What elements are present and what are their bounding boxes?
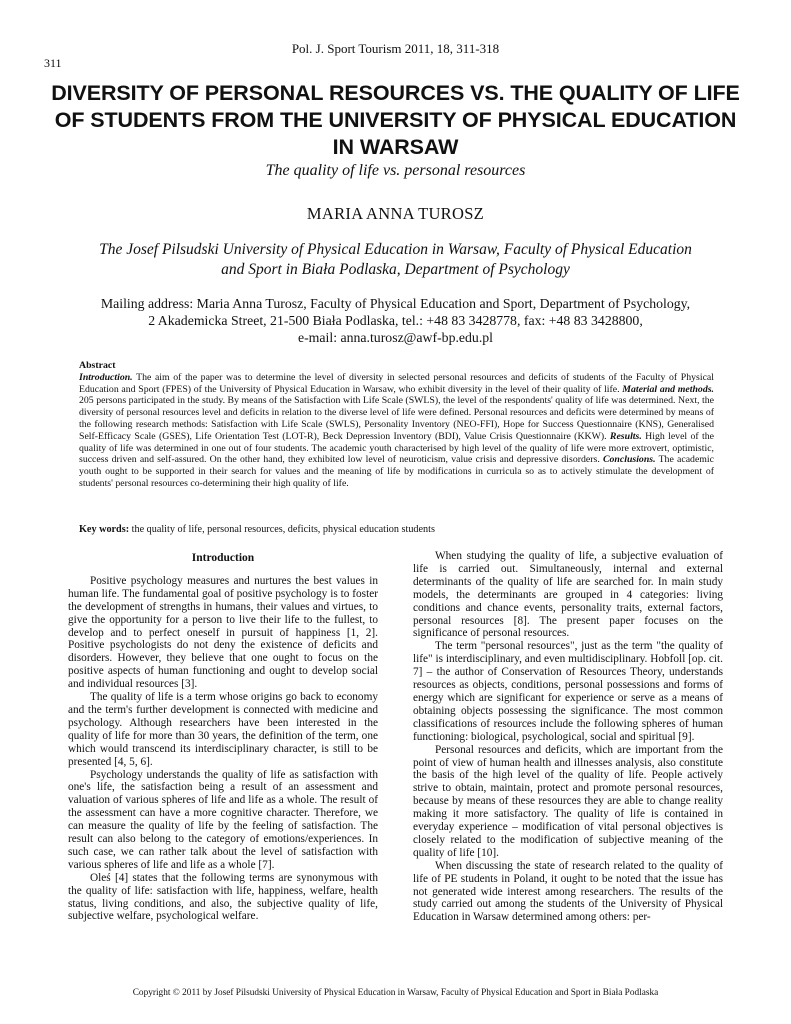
body-paragraph: The quality of life is a term whose origins go back to economy and the term's further development is connected with medicine and psychology. Although researchers have been interested in the quality of life for more than 30 years, the definition of the term, one which would transcend its interdisciplinary character, is still to be presented [4, 5, 6]. — [68, 691, 378, 768]
abstract-methods-label: Material and methods. — [622, 383, 714, 395]
paper-title-line: OF STUDENTS FROM THE UNIVERSITY OF PHYSICAL EDUCATION — [54, 108, 737, 132]
email-line: e-mail: anna.turosz@awf-bp.edu.pl — [297, 330, 494, 345]
body-paragraph: When studying the quality of life, a subjective evaluation of life is carried out. Simultaneously, internal and external determinants of the quality of life are searched for. In main study models, the determinants are grouped in 4 categories: living conditions and chance events, personality traits, external factors, personal resources [8]. The present paper focuses on the significance of personal resources. — [413, 550, 723, 640]
abstract-results-text: High level of the quality of life was determined in one out of four students. The academic youth characterised by high level of the quality of life were more extrovert, optimistic, success driven and self-assured. On the other hand, they exhibited low level of neuroticism, value crisis and depressive disorders. — [79, 430, 714, 466]
abstract-intro-label: Introduction. — [79, 371, 133, 383]
affiliation — [60, 240, 731, 280]
title-block — [40, 80, 751, 180]
keywords-label: Key words: — [79, 524, 130, 535]
mailing-address-line: 2 Akademicka Street, 21-500 Biała Podlaska, tel.: +48 83 3428778, fax: +48 83 3428800, — [148, 313, 643, 328]
affiliation-line: and Sport in Biała Podlaska, Department of Psychology — [221, 261, 570, 278]
body-paragraph: When discussing the state of research related to the quality of life of PE students in Poland, it ought to be noted that the issue has not generated wide interest among researchers. The results of the study carried out among the students of the University of Physical Education in Warsaw determined among others: per- — [413, 859, 723, 924]
paper-title-line: IN WARSAW — [332, 135, 459, 159]
body-paragraph: Oleś [4] states that the following terms are synonymous with the quality of life: satisfaction with life, happiness, welfare, health status, living conditions, and also, the subjective quality of life, subjective welfare, psychological welfare. — [68, 871, 378, 923]
abstract-heading: Abstract — [79, 360, 116, 371]
paper-title — [40, 80, 751, 161]
abstract-intro-text: The aim of the paper was to determine the level of diversity in selected personal resources and deficits of students of the Faculty of Physical Education and Sport (FPES) of the University of Physical Education in Warsaw, who exhibit diversity in the level of their quality of life. — [79, 371, 714, 395]
left-column — [68, 550, 378, 923]
right-column — [413, 550, 723, 924]
abstract-methods-text: 205 persons participated in the study. By means of the Satisfaction with Life Scale (SWLS), the level of the respondents' quality of life was determined. Next, the diversity of personal resources level and deficits in relation to the diverse level of life were defined. Personal resources and deficits were determined by means of the following research methods: Satisfaction with Life Scale (SWLS), Personality Inventory (NEO-FFI), Hope for Success Questionnaire (KNS), Generalised Self-Efficacy Scale (GSES), Life Orientation Test (LOT-R), Beck Depression Inventory (BDI), Value Crisis Questionnaire (KKW). — [79, 395, 714, 442]
abstract-results-label: Results. — [609, 430, 642, 442]
author-name: MARIA ANNA TUROSZ — [306, 204, 485, 223]
body-paragraph: Psychology understands the quality of life as satisfaction with one's life, the satisfaction being a result of an assessment and valuation of various spheres of life and life as a whole. The result of the assessment can have a more cognitive character. Therefore, we can measure the quality of life by the feeling of satisfaction. The result can also belong to the category of emotions/experiences. In such case, we can rather talk about the level of satisfaction with various spheres of life and life as a whole [7]. — [68, 768, 378, 871]
body-paragraph: The term "personal resources", just as the term "the quality of life" is interdisciplinary, and even multidisciplinary. Hobfoll [op. cit. 7] – the author of Conservation of Resources Theory, understands resources as objects, conditions, personal possessions and forms of energy which are significant for experience or serve as a means of obtaining objects possessing the significance. The most common classifications of resources include the following spheres of human functioning: biological, psychological, social and spiritual [9]. — [413, 640, 723, 743]
affiliation-line: The Josef Pilsudski University of Physical Education in Warsaw, Faculty of Physical Education — [99, 241, 692, 258]
keywords-text: the quality of life, personal resources, deficits, physical education students — [129, 524, 435, 535]
abstract-conclusions-text: The academic youth ought to be supported in their search for values and the meaning of life by modifications in curricula so as to actively stimulate the development of students' personal resources co-determining their high quality of life. — [79, 454, 714, 489]
paper-subtitle: The quality of life vs. personal resources — [265, 162, 526, 179]
abstract — [79, 360, 714, 490]
copyright-footer: Copyright © 2011 by Josef Pilsudski University of Physical Education in Warsaw, Faculty of Physical Education and Sport in Biała Podlaska — [132, 988, 659, 998]
body-paragraph: Personal resources and deficits, which are important from the point of view of human health and illnesses analysis, also constitute the basis of the high level of the quality of life. People actively strive to obtain, maintain, protect and promote personal resources, because by means of these resources they are able to change reality making it more satisfactory. The quality of life is contained in everyday experience – modification of vital personal objectives is closely related to the modification of subjective meaning of the quality of life [10]. — [413, 743, 723, 859]
body-paragraph: Positive psychology measures and nurtures the best values in human life. The fundamental goal of positive psychology is to foster the development of strengths in humans, their values and virtues, to give the opportunity for a person to live their life to the fullest, to develop and to perfect oneself in pursuit of happiness [1, 2]. Positive psychologists do not deny the existence of deficits and disorders. However, they believe that one ought to focus on the positive aspects of human functioning and ought to develop social and individual resources [3]. — [68, 574, 378, 691]
abstract-body — [79, 372, 714, 490]
mailing-address-line: Mailing address: Maria Anna Turosz, Faculty of Physical Education and Sport, Department of Psychology, — [100, 296, 691, 311]
keywords — [79, 524, 714, 535]
page-number: 311 — [44, 56, 62, 70]
mailing-address — [50, 295, 741, 346]
paper-title-line: DIVERSITY OF PERSONAL RESOURCES VS. THE QUALITY OF LIFE — [51, 81, 740, 105]
abstract-conclusions-label: Conclusions. — [603, 454, 656, 466]
journal-reference: Pol. J. Sport Tourism 2011, 18, 311-318 — [291, 41, 500, 56]
section-heading-introduction: Introduction — [191, 552, 255, 564]
